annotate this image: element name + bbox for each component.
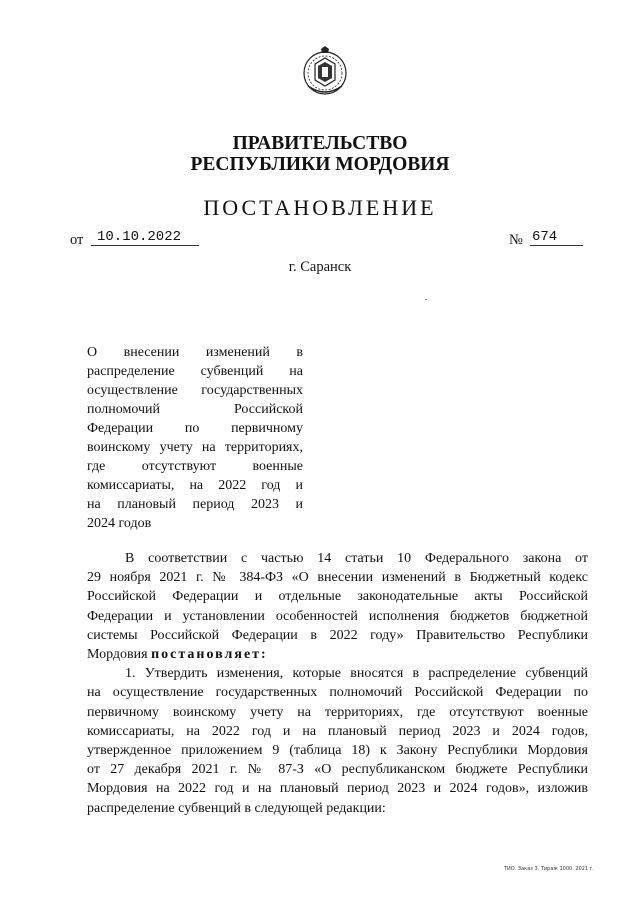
date-prefix: от: [70, 232, 84, 248]
org-name-line1: ПРАВИТЕЛЬСТВО: [232, 133, 408, 154]
body-line: от 27 декабря 2021 г. № 87-З «О республиканском бюджете Республики: [87, 762, 588, 778]
body-line: на осуществление государственных полномочий Российской Федерации по: [87, 685, 588, 701]
subject-line: где отсутствуют военные: [87, 459, 303, 474]
body-line: Российской Федерации и отдельные законодательные акты Российской: [87, 589, 588, 605]
subject-line: О внесении изменений в: [87, 345, 303, 360]
body-line: [87, 645, 588, 664]
scan-speck: [425, 299, 427, 300]
body-line: 1. Утвердить изменения, которые вносятся в распределение субвенций: [125, 666, 588, 682]
republic-emblem-icon: [302, 46, 348, 98]
subject-line: осуществление государственных: [87, 383, 303, 398]
subject-line: 2024 годов: [87, 516, 152, 531]
org-name-line2: РЕСПУБЛИКИ МОРДОВИЯ: [190, 154, 450, 175]
body-line: утвержденное приложением 9 (таблица 18) к Закону Республики Мордовия: [87, 743, 588, 759]
city: г. Саранск: [288, 259, 352, 275]
number-prefix: №: [509, 232, 523, 248]
subject-line: распределение субвенций на: [87, 364, 303, 379]
body-line: комиссариаты, на 2022 год и на плановый период 2023 и 2024 годов,: [87, 723, 588, 739]
body-line: первичному воинскому учету на территориях, где отсутствуют военные: [87, 704, 588, 720]
print-footer: ТИО. Заказ 3. Тираж 1000. 2021 г.: [504, 866, 594, 872]
document-body: [87, 549, 588, 818]
body-line: В соответствии с частью 14 статьи 10 Федерального закона от: [125, 551, 588, 566]
document-number: 674: [530, 230, 583, 246]
document-date: 10.10.2022: [91, 230, 199, 246]
document-subject: [87, 343, 303, 533]
body-line-text: Мордовия: [87, 647, 148, 663]
decree-verb: постановляет:: [151, 647, 268, 663]
document-type-title: ПОСТАНОВЛЕНИЕ: [203, 195, 437, 220]
subject-line: на плановый период 2023 и: [87, 497, 303, 512]
body-line: Мордовия на 2022 год и на плановый период 2023 и 2024 годов», изложив: [87, 781, 588, 797]
subject-line: Федерации по первичному: [87, 421, 303, 436]
body-line: системы Российской Федерации в 2022 году» Правительство Республики: [87, 627, 588, 643]
subject-line: воинскому учету на территориях,: [87, 440, 303, 455]
body-line: распределение субвенций в следующей редакции:: [87, 800, 386, 816]
body-line: Федерации и установлении особенностей исполнения бюджетов бюджетной: [87, 608, 588, 624]
body-line: 29 ноября 2021 г. № 384-ФЗ «О внесении изменений в Бюджетный кодекс: [87, 570, 588, 586]
subject-line: комиссариаты, на 2022 год и: [87, 478, 303, 493]
subject-line: полномочий Российской: [87, 402, 303, 417]
